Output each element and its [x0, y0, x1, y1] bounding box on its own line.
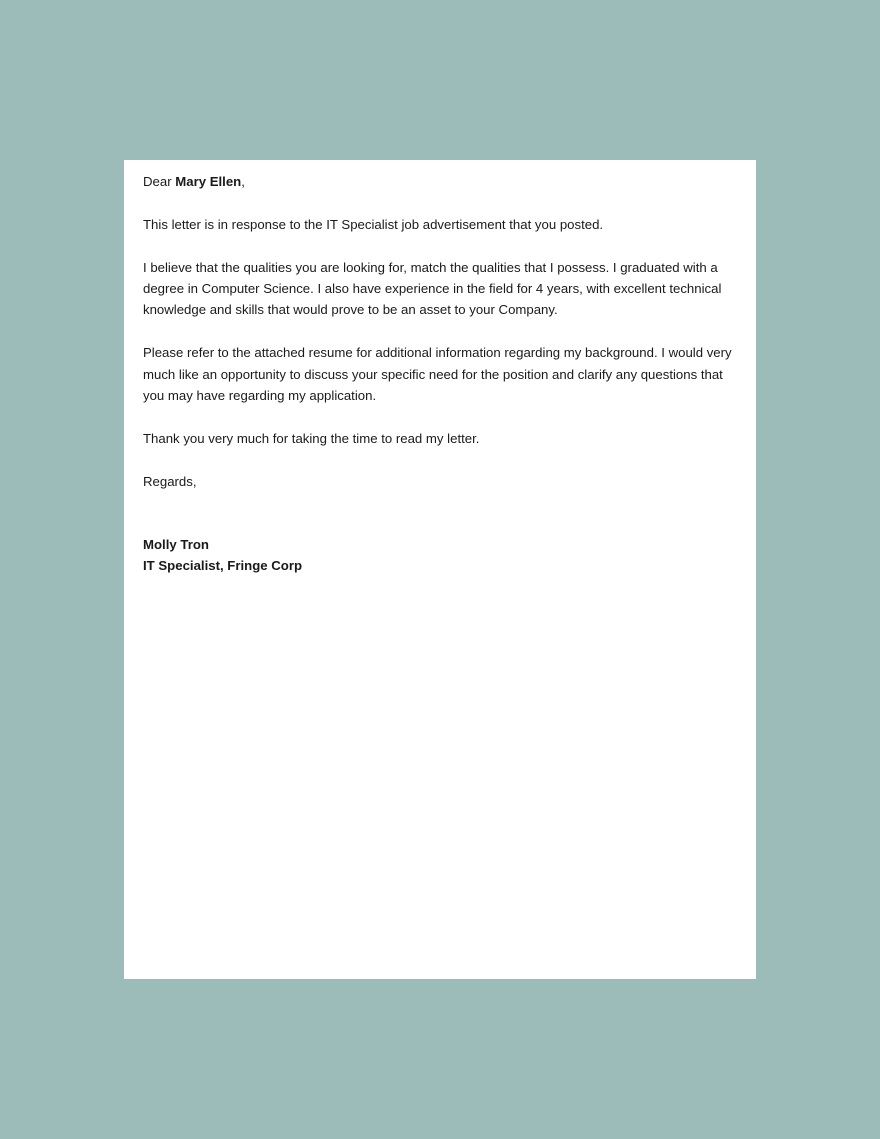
- recipient-name: Mary Ellen: [175, 174, 242, 189]
- salutation-suffix: ,: [241, 174, 245, 189]
- closing: Regards,: [143, 473, 197, 489]
- signer-title: IT Specialist, Fringe Corp: [143, 558, 303, 574]
- signer-name: Molly Tron: [143, 537, 209, 553]
- paragraph-qualifications: I believe that the qualities you are looking for, match the qualities that I possess. I graduated with a degree in Computer Science. I also have experience in the field for 4 years, with excellent technical knowledge and skills that would prove to be an asset to your Company.: [143, 259, 722, 318]
- salutation-prefix: Dear: [143, 174, 176, 189]
- paragraph-thanks: Thank you very much for taking the time to read my letter.: [143, 430, 480, 446]
- paragraph-resume: Please refer to the attached resume for additional information regarding my background. I would very much like an opportunity to discuss your specific need for the position and clarify any questions that you may have regarding my application.: [143, 345, 732, 404]
- letter-page: [124, 160, 756, 979]
- paragraph-intro: This letter is in response to the IT Specialist job advertisement that you posted.: [143, 216, 604, 232]
- signature-block: [143, 534, 737, 577]
- salutation: [143, 171, 737, 192]
